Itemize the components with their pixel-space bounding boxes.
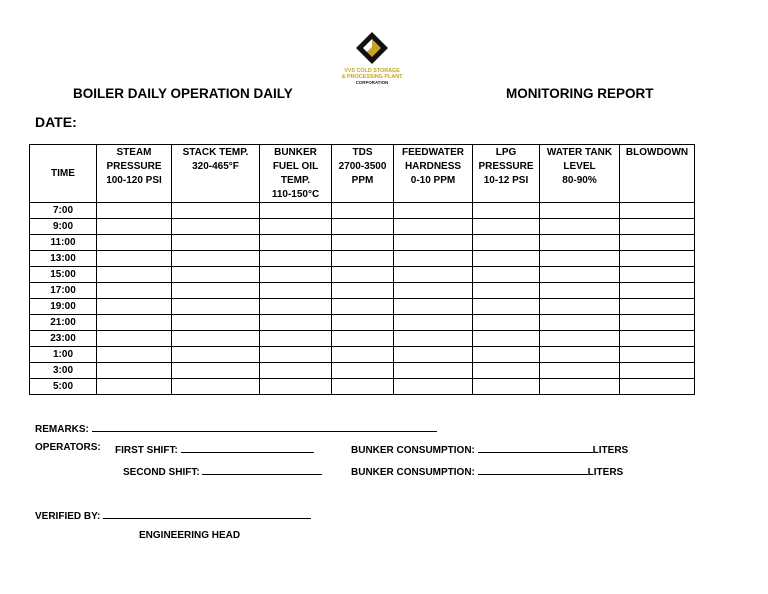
bunker-consumption-label: BUNKER CONSUMPTION: xyxy=(351,467,475,478)
entry-cell[interactable] xyxy=(540,299,620,315)
column-header xyxy=(540,145,620,203)
entry-cell[interactable] xyxy=(332,347,394,363)
entry-cell[interactable] xyxy=(473,347,540,363)
entry-cell[interactable] xyxy=(260,331,332,347)
time-cell: 23:00 xyxy=(30,331,97,347)
verified-by-label: VERIFIED BY: xyxy=(35,511,101,522)
entry-cell[interactable] xyxy=(332,235,394,251)
entry-cell[interactable] xyxy=(620,203,695,219)
entry-cell[interactable] xyxy=(172,363,260,379)
time-cell: 19:00 xyxy=(30,299,97,315)
page-title: BOILER DAILY OPERATION DAILY xyxy=(73,86,293,101)
entry-cell[interactable] xyxy=(97,219,172,235)
table-row xyxy=(30,219,695,235)
table-row xyxy=(30,251,695,267)
entry-cell[interactable] xyxy=(394,283,473,299)
time-cell: 15:00 xyxy=(30,267,97,283)
entry-cell[interactable] xyxy=(540,363,620,379)
logo-text-line3: CORPORATION xyxy=(355,80,389,85)
entry-cell[interactable] xyxy=(172,203,260,219)
column-header-line: HARDNESS xyxy=(404,161,462,172)
entry-cell[interactable] xyxy=(172,219,260,235)
entry-cell[interactable] xyxy=(97,251,172,267)
column-header-line: 100-120 PSI xyxy=(106,175,162,186)
column-header-line: 10-12 PSI xyxy=(483,175,529,186)
date-label: DATE: xyxy=(35,114,77,130)
column-header-line: WATER TANK xyxy=(546,147,613,158)
entry-cell[interactable] xyxy=(260,299,332,315)
table-row xyxy=(30,379,695,395)
entry-cell[interactable] xyxy=(540,203,620,219)
entry-cell[interactable] xyxy=(473,299,540,315)
column-header xyxy=(172,145,260,203)
table-row xyxy=(30,235,695,251)
entry-cell[interactable] xyxy=(332,219,394,235)
entry-cell[interactable] xyxy=(260,219,332,235)
entry-cell[interactable] xyxy=(97,347,172,363)
table-row xyxy=(30,331,695,347)
entry-cell[interactable] xyxy=(172,331,260,347)
entry-cell[interactable] xyxy=(540,219,620,235)
column-header xyxy=(620,145,695,203)
entry-cell[interactable] xyxy=(473,283,540,299)
engineering-head-label: ENGINEERING HEAD xyxy=(139,530,241,541)
verified-by-row xyxy=(35,508,311,522)
entry-cell[interactable] xyxy=(97,379,172,395)
second-shift-line[interactable] xyxy=(202,464,322,475)
table-row xyxy=(30,347,695,363)
table-row xyxy=(30,267,695,283)
column-header-line: TDS xyxy=(352,147,373,158)
entry-cell[interactable] xyxy=(620,363,695,379)
entry-cell[interactable] xyxy=(394,299,473,315)
entry-cell[interactable] xyxy=(260,363,332,379)
entry-cell[interactable] xyxy=(473,235,540,251)
entry-cell[interactable] xyxy=(172,299,260,315)
first-shift-label: FIRST SHIFT: xyxy=(115,445,178,456)
time-cell: 5:00 xyxy=(30,379,97,395)
time-cell: 17:00 xyxy=(30,283,97,299)
page-title-right: MONITORING REPORT xyxy=(506,86,654,101)
column-header-line: 0-10 PPM xyxy=(410,175,456,186)
column-header-line: PRESSURE xyxy=(478,161,534,172)
entry-cell[interactable] xyxy=(394,267,473,283)
entry-cell[interactable] xyxy=(332,251,394,267)
entry-cell[interactable] xyxy=(394,363,473,379)
column-header-line: 80-90% xyxy=(562,175,597,186)
entry-cell[interactable] xyxy=(540,267,620,283)
entry-cell[interactable] xyxy=(260,251,332,267)
column-header-line: STEAM xyxy=(116,147,152,158)
column-header-line: STACK TEMP. xyxy=(182,147,249,158)
entry-cell[interactable] xyxy=(473,267,540,283)
entry-cell[interactable] xyxy=(620,331,695,347)
time-cell: 9:00 xyxy=(30,219,97,235)
entry-cell[interactable] xyxy=(332,379,394,395)
second-shift-row xyxy=(123,464,322,478)
liters-label: LITERS xyxy=(587,467,624,478)
entry-cell[interactable] xyxy=(394,315,473,331)
entry-cell[interactable] xyxy=(172,379,260,395)
entry-cell[interactable] xyxy=(620,267,695,283)
entry-cell[interactable] xyxy=(540,235,620,251)
entry-cell[interactable] xyxy=(332,315,394,331)
entry-cell[interactable] xyxy=(97,315,172,331)
entry-cell[interactable] xyxy=(394,331,473,347)
table-header-row xyxy=(30,145,695,203)
first-shift-line[interactable] xyxy=(181,442,314,453)
column-header-line: FUEL OIL xyxy=(272,161,319,172)
entry-cell[interactable] xyxy=(332,363,394,379)
table-row xyxy=(30,283,695,299)
entry-cell[interactable] xyxy=(97,331,172,347)
entry-cell[interactable] xyxy=(394,219,473,235)
time-cell: 7:00 xyxy=(30,203,97,219)
entry-cell[interactable] xyxy=(332,267,394,283)
time-cell: 21:00 xyxy=(30,315,97,331)
entry-cell[interactable] xyxy=(620,219,695,235)
table-row xyxy=(30,315,695,331)
entry-cell[interactable] xyxy=(620,283,695,299)
bunker-consumption-line[interactable] xyxy=(478,464,588,475)
column-header xyxy=(332,145,394,203)
entry-cell[interactable] xyxy=(473,363,540,379)
entry-cell[interactable] xyxy=(97,203,172,219)
entry-cell[interactable] xyxy=(260,347,332,363)
column-header xyxy=(473,145,540,203)
entry-cell[interactable] xyxy=(473,203,540,219)
operators-label: OPERATORS: xyxy=(35,442,101,453)
monitoring-table xyxy=(29,144,695,395)
table-row xyxy=(30,203,695,219)
entry-cell[interactable] xyxy=(260,283,332,299)
entry-cell[interactable] xyxy=(172,347,260,363)
entry-cell[interactable] xyxy=(620,315,695,331)
entry-cell[interactable] xyxy=(97,235,172,251)
entry-cell[interactable] xyxy=(540,347,620,363)
entry-cell[interactable] xyxy=(332,299,394,315)
entry-cell[interactable] xyxy=(97,267,172,283)
table-row xyxy=(30,299,695,315)
column-header xyxy=(97,145,172,203)
entry-cell[interactable] xyxy=(260,315,332,331)
column-header-line: PPM xyxy=(351,175,374,186)
remarks-row xyxy=(35,421,437,435)
entry-cell[interactable] xyxy=(260,267,332,283)
verified-by-line[interactable] xyxy=(103,508,311,519)
column-header xyxy=(260,145,332,203)
entry-cell[interactable] xyxy=(332,283,394,299)
column-header-line: 110-150°C xyxy=(271,189,320,200)
second-shift-label: SECOND SHIFT: xyxy=(123,467,200,478)
entry-cell[interactable] xyxy=(97,363,172,379)
entry-cell[interactable] xyxy=(540,315,620,331)
column-header-line: BLOWDOWN xyxy=(625,147,689,158)
entry-cell[interactable] xyxy=(540,379,620,395)
entry-cell[interactable] xyxy=(394,347,473,363)
entry-cell[interactable] xyxy=(473,219,540,235)
time-cell: 13:00 xyxy=(30,251,97,267)
bunker-consumption-row-1 xyxy=(351,442,628,456)
first-shift-row xyxy=(115,442,314,456)
entry-cell[interactable] xyxy=(620,379,695,395)
entry-cell[interactable] xyxy=(172,283,260,299)
entry-cell[interactable] xyxy=(260,203,332,219)
bunker-consumption-label: BUNKER CONSUMPTION: xyxy=(351,445,475,456)
entry-cell[interactable] xyxy=(172,267,260,283)
bunker-consumption-row-2 xyxy=(351,464,623,478)
liters-label: LITERS xyxy=(592,445,629,456)
entry-cell[interactable] xyxy=(394,251,473,267)
entry-cell[interactable] xyxy=(473,315,540,331)
logo-mark-icon xyxy=(354,30,390,66)
entry-cell[interactable] xyxy=(473,379,540,395)
entry-cell[interactable] xyxy=(473,251,540,267)
entry-cell[interactable] xyxy=(97,299,172,315)
time-cell: 1:00 xyxy=(30,347,97,363)
entry-cell[interactable] xyxy=(620,235,695,251)
entry-cell[interactable] xyxy=(620,251,695,267)
entry-cell[interactable] xyxy=(260,379,332,395)
entry-cell[interactable] xyxy=(394,203,473,219)
entry-cell[interactable] xyxy=(473,331,540,347)
bunker-consumption-line[interactable] xyxy=(478,442,593,453)
entry-cell[interactable] xyxy=(540,283,620,299)
column-header-line: TIME xyxy=(51,168,75,179)
company-logo xyxy=(326,30,418,90)
remarks-label: REMARKS: xyxy=(35,424,89,435)
time-cell: 11:00 xyxy=(30,235,97,251)
entry-cell[interactable] xyxy=(540,251,620,267)
column-header-line: 2700-3500 xyxy=(338,161,387,172)
column-header-line: TEMP. xyxy=(280,175,311,186)
logo-text-line2: & PROCESSING PLANT xyxy=(341,74,403,80)
entry-cell[interactable] xyxy=(620,347,695,363)
entry-cell[interactable] xyxy=(172,251,260,267)
entry-cell[interactable] xyxy=(394,379,473,395)
column-header-time xyxy=(30,145,97,203)
entry-cell[interactable] xyxy=(260,235,332,251)
entry-cell[interactable] xyxy=(172,315,260,331)
entry-cell[interactable] xyxy=(620,299,695,315)
column-header-line: PRESSURE xyxy=(106,161,162,172)
time-cell: 3:00 xyxy=(30,363,97,379)
column-header-line: FEEDWATER xyxy=(401,147,465,158)
logo-text-line1: VVS COLD STORAGE xyxy=(344,68,400,74)
table-row xyxy=(30,363,695,379)
entry-cell[interactable] xyxy=(394,235,473,251)
entry-cell[interactable] xyxy=(172,235,260,251)
column-header-line: BUNKER xyxy=(274,147,317,158)
remarks-line[interactable] xyxy=(92,421,437,432)
column-header-line: LPG xyxy=(495,147,517,158)
column-header-line: 320-465°F xyxy=(192,161,239,172)
entry-cell[interactable] xyxy=(97,283,172,299)
column-header-line: LEVEL xyxy=(563,161,596,172)
entry-cell[interactable] xyxy=(540,331,620,347)
entry-cell[interactable] xyxy=(332,203,394,219)
entry-cell[interactable] xyxy=(332,331,394,347)
column-header xyxy=(394,145,473,203)
